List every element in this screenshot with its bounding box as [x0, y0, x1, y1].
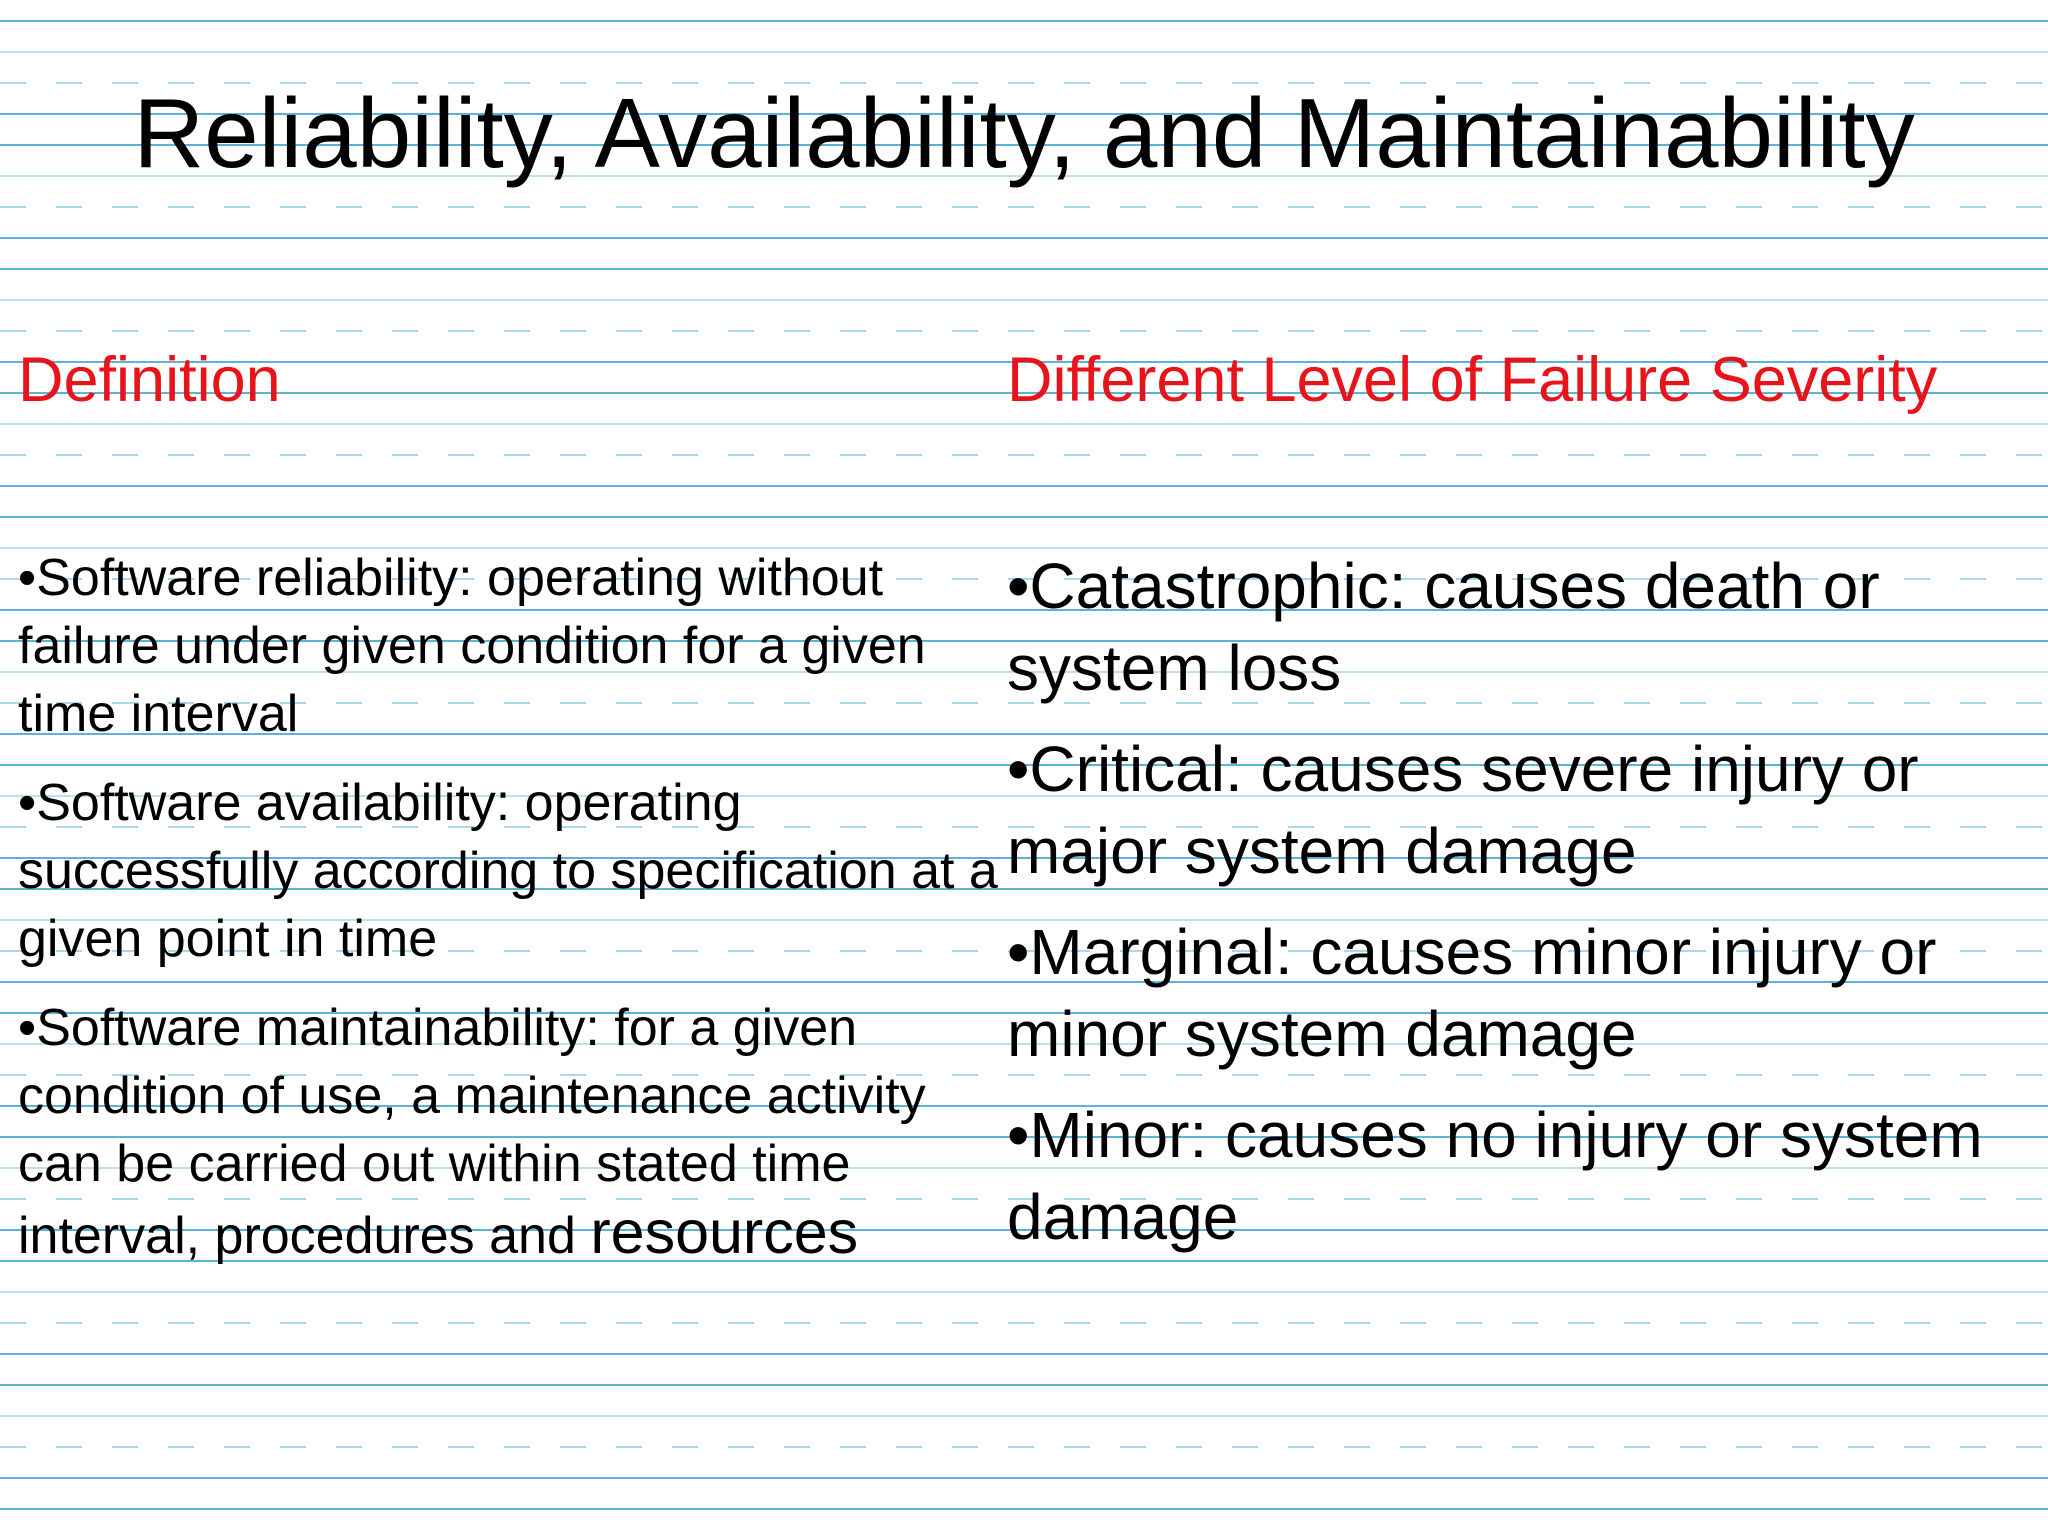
definition-text: Software availability: operating successfully according to specification at a given point in time [18, 774, 998, 968]
definition-item-reliability [18, 544, 1008, 748]
definition-text-tail: resources [590, 1198, 859, 1266]
severity-text: Minor: causes no injury or system damage [1007, 1099, 1983, 1253]
definition-item-availability [18, 769, 1008, 973]
definition-text: Software reliability: operating without failure under given condition for a given time interval [18, 549, 926, 743]
severity-item-catastrophic [1007, 545, 2037, 709]
severity-list [1007, 545, 2037, 1277]
severity-item-critical [1007, 728, 2037, 892]
definition-list [18, 544, 1008, 1291]
severity-text: Catastrophic: causes death or system loss [1007, 550, 1880, 704]
failure-severity-heading: Different Level of Failure Severity [1007, 345, 1938, 415]
severity-text: Critical: causes severe injury or major system damage [1007, 733, 1919, 887]
definition-heading: Definition [18, 345, 281, 415]
severity-item-marginal [1007, 911, 2037, 1075]
definition-item-maintainability [18, 994, 1008, 1270]
severity-text: Marginal: causes minor injury or minor system damage [1007, 916, 1937, 1070]
slide-title: Reliability, Availability, and Maintainability [133, 78, 1915, 188]
severity-item-minor [1007, 1094, 2037, 1258]
definition-text: Software maintainability: for a given condition of use, a maintenance activity can be carried out within stated time interval, procedures and [18, 999, 926, 1265]
